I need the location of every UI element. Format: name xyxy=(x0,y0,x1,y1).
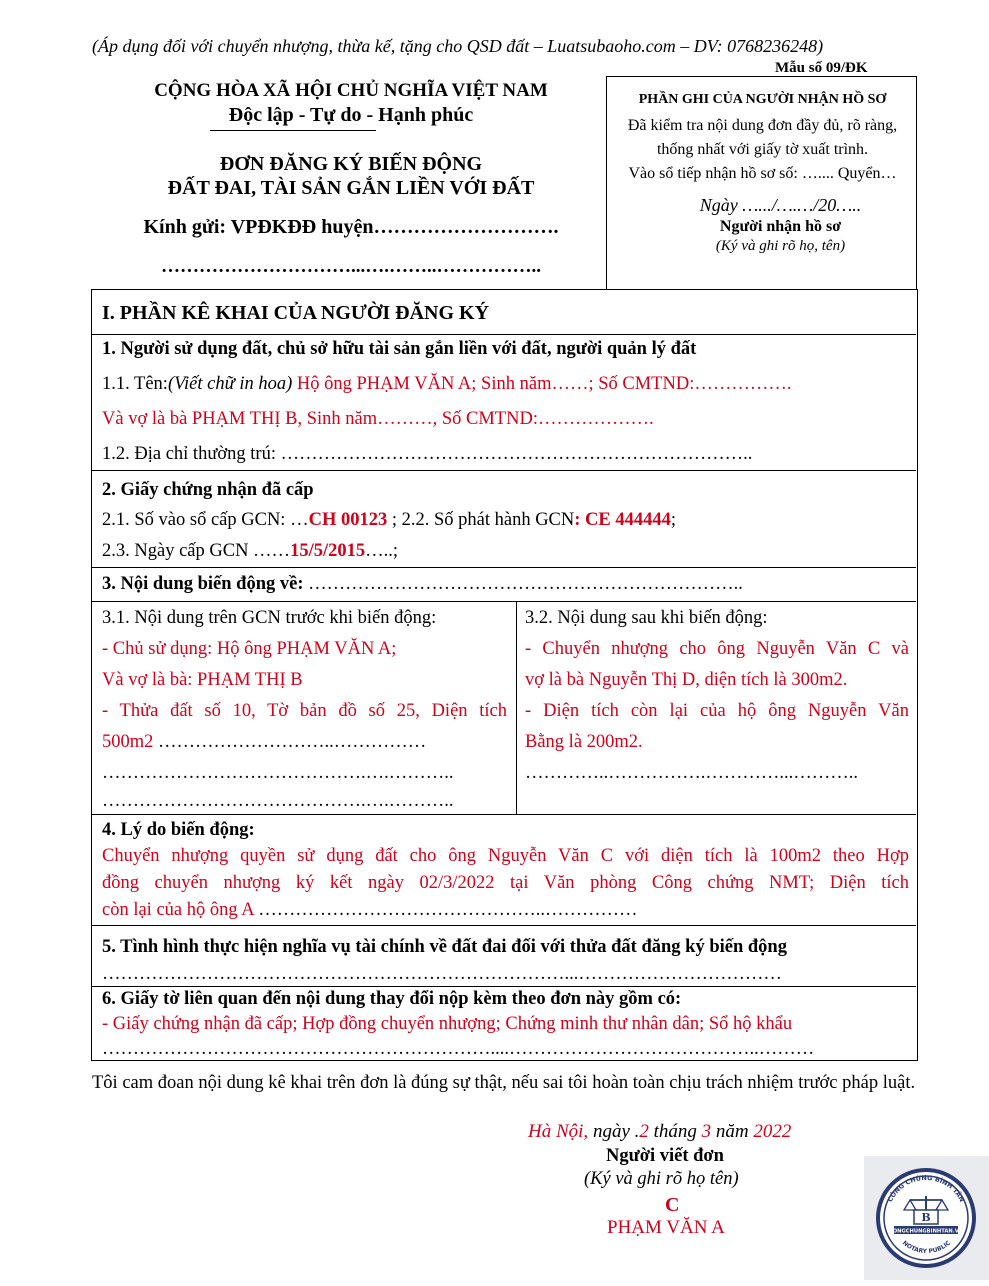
form-title-1: ĐƠN ĐĂNG KÝ BIẾN ĐỘNG xyxy=(219,153,483,175)
s4-reason-line: đồng chuyển nhượng ký kết ngày 02/3/2022 tại Văn phòng Công chứng NMT; Diện tích xyxy=(102,873,909,893)
s1-spouse: Và vợ là bà PHẠM THỊ B, Sinh năm………, Số CMTND:………………. xyxy=(102,409,654,429)
motto-underline xyxy=(210,130,376,131)
motto: Độc lập - Tự do - Hạnh phúc xyxy=(228,104,474,126)
signature-writer: Người viết đơn xyxy=(606,1146,724,1166)
s4-dots: ………………………………………..…………… xyxy=(253,900,638,920)
s3-before-line: - Chủ sử dụng: Hộ ông PHẠM VĂN A; xyxy=(102,639,397,659)
svg-text:B: B xyxy=(921,1211,931,1224)
signature-note: (Ký và ghi rõ họ tên) xyxy=(584,1169,739,1189)
signature-year-label: năm xyxy=(711,1121,754,1142)
s1-name-hint: (Viết chữ in hoa) xyxy=(167,374,293,394)
s2-book-label: 2.1. Số vào sổ cấp GCN: … xyxy=(102,510,309,530)
s1-address-value: ………………………………………………………………….. xyxy=(275,444,753,464)
svg-text:NOTARY PUBLIC: NOTARY PUBLIC xyxy=(900,1239,953,1256)
signature-day: 2 xyxy=(639,1121,649,1142)
divider xyxy=(92,986,916,987)
s3-before-line: - Thửa đất số 10, Tờ bản đồ số 25, Diện tích xyxy=(102,701,507,721)
s2-serial-label: ; 2.2. Số phát hành GCN xyxy=(387,510,575,530)
divider xyxy=(92,601,916,602)
receiver-line-3: Vào sổ tiếp nhận hồ sơ số: ….... Quyển… xyxy=(628,165,897,182)
nation-name: CỘNG HÒA XÃ HỘI CHỦ NGHĨA VIỆT NAM xyxy=(154,80,548,101)
s4-reason-line: còn lại của hộ ông A xyxy=(102,900,254,920)
s3-before-dots: …………………………………….….……….. xyxy=(102,791,454,811)
s3-column-divider xyxy=(516,601,517,814)
divider xyxy=(92,925,916,926)
s3-heading: 3. Nội dung biến động về: xyxy=(102,574,304,594)
s1-name-label: 1.1. Tên: xyxy=(102,374,168,394)
section-title: I. PHẦN KÊ KHAI CỦA NGƯỜI ĐĂNG KÝ xyxy=(102,302,490,324)
s1-address-label: 1.2. Địa chỉ thường trú: xyxy=(102,444,276,464)
receiver-title: Người nhận hồ sơ xyxy=(719,218,842,235)
s3-before-area-row xyxy=(102,732,426,753)
receiver-line-1: Đã kiểm tra nội dung đơn đầy đủ, rõ ràng, xyxy=(627,117,898,134)
seal-icon xyxy=(864,1156,989,1280)
declaration-table xyxy=(91,289,918,1061)
s1-heading: 1. Người sử dụng đất, chủ sở hữu tài sản gắn liền với đất, người quản lý đất xyxy=(102,339,697,359)
s2-issue-date: 15/5/2015 xyxy=(290,541,366,561)
divider xyxy=(92,814,916,815)
recipient: Kính gửi: VPĐKĐĐ huyện………………………. xyxy=(143,216,559,238)
s6-docs: - Giấy chứng nhận đã cấp; Hợp đồng chuyển nhượng; Chứng minh thư nhân dân; Sổ hộ khẩu xyxy=(102,1014,793,1034)
s1-name-row xyxy=(102,374,791,395)
receiver-box-title: PHẦN GHI CỦA NGƯỜI NHẬN HỒ SƠ xyxy=(638,92,887,107)
s3-before-area: 500m2 xyxy=(102,732,154,752)
form-title-2: ĐẤT ĐAI, TÀI SẢN GẮN LIỀN VỚI ĐẤT xyxy=(167,177,535,199)
divider xyxy=(92,470,916,471)
s3-before-area-dots: ………………………..…………… xyxy=(153,732,427,752)
s3-after-line: Bằng là 200m2. xyxy=(525,732,643,752)
s3-before-dots: …………………………………….….……….. xyxy=(102,763,454,783)
s3-after-dots: …………..…………….…………...……….. xyxy=(525,763,858,783)
s1-address-row xyxy=(102,444,752,465)
s2-serial-number: : CE 444444 xyxy=(574,510,671,530)
s3-heading-dots: …………………………………………………………….. xyxy=(303,574,743,594)
svg-text:CONGCHUNGBINHTAN.VN: CONGCHUNGBINHTAN.VN xyxy=(888,1228,964,1235)
svg-text:CÔNG CHỨNG BÌNH TÂN: CÔNG CHỨNG BÌNH TÂN xyxy=(885,1173,967,1204)
divider xyxy=(92,567,916,568)
signature-year: 2022 xyxy=(753,1121,792,1142)
receiver-date: Ngày ….../….…/20….. xyxy=(699,195,862,215)
s2-date-row xyxy=(102,541,398,562)
signature-month: 3 xyxy=(701,1121,712,1142)
s6-dots: ………………………………………………………....…………………………………..……… xyxy=(102,1039,815,1059)
s4-reason-line: Chuyển nhượng quyền sử dụng đất cho ông Nguyễn Văn C với diện tích là 100m2 theo Hợp xyxy=(102,846,909,866)
s2-gcn-row xyxy=(102,510,676,531)
receiver-box xyxy=(606,76,917,289)
s4-heading: 4. Lý do biến động: xyxy=(102,820,255,840)
s5-heading: 5. Tình hình thực hiện nghĩa vụ tài chính về đất đai đối với thửa đất đăng ký biến động xyxy=(102,937,787,957)
s1-name-value: Hộ ông PHẠM VĂN A; Sinh năm……; Số CMTND:……………. xyxy=(292,374,792,394)
signature-day-label: ngày . xyxy=(588,1121,640,1142)
commitment-statement: Tôi cam đoan nội dung kê khai trên đơn là đúng sự thật, nếu sai tôi hoàn toàn chịu trách nhiệm trước pháp luật. xyxy=(92,1073,916,1093)
form-code: Mẫu số 09/ĐK xyxy=(775,60,868,76)
s3-before-line: Và vợ là bà: PHẠM THỊ B xyxy=(102,670,303,690)
signature-date-row xyxy=(528,1121,791,1143)
s2-date-label: 2.3. Ngày cấp GCN …… xyxy=(102,541,291,561)
s4-reason-last-row xyxy=(102,900,637,921)
receiver-line-2: thống nhất với giấy tờ xuất trình. xyxy=(656,141,869,158)
s2-date-end: …..; xyxy=(365,541,398,561)
signature-place: Hà Nội, xyxy=(528,1121,589,1142)
s2-book-number: CH 00123 xyxy=(308,510,388,530)
receiver-sign-note: (Ký và ghi rõ họ, tên) xyxy=(715,238,846,254)
divider xyxy=(92,334,916,335)
s6-heading: 6. Giấy tờ liên quan đến nội dung thay đổi nộp kèm theo đơn này gồm có: xyxy=(102,989,682,1009)
s3-before-title: 3.1. Nội dung trên GCN trước khi biến động: xyxy=(102,608,437,628)
signature-initial: C xyxy=(665,1194,680,1216)
s3-heading-row xyxy=(102,574,743,595)
notary-seal-logo xyxy=(864,1156,989,1280)
signature-month-label: tháng xyxy=(648,1121,702,1142)
s3-after-line: vợ là bà Nguyễn Thị D, diện tích là 300m2. xyxy=(525,670,848,690)
top-note: (Áp dụng đối với chuyển nhượng, thừa kế, tặng cho QSD đất – Luatsubaoho.com – DV: 0768236248) xyxy=(92,36,824,56)
s2-serial-end: ; xyxy=(670,510,677,530)
s5-dots: …………………………………………………………………...…………………………… xyxy=(102,964,782,984)
s2-heading: 2. Giấy chứng nhận đã cấp xyxy=(102,480,314,500)
signature-name: PHẠM VĂN A xyxy=(607,1217,725,1238)
s3-after-line: - Chuyển nhượng cho ông Nguyễn Văn C và xyxy=(525,639,909,659)
s3-after-title: 3.2. Nội dung sau khi biến động: xyxy=(525,608,768,628)
recipient-dots: …………………………...….……..…………….. xyxy=(161,256,541,277)
s3-after-line: - Diện tích còn lại của hộ ông Nguyễn Văn xyxy=(525,701,909,721)
